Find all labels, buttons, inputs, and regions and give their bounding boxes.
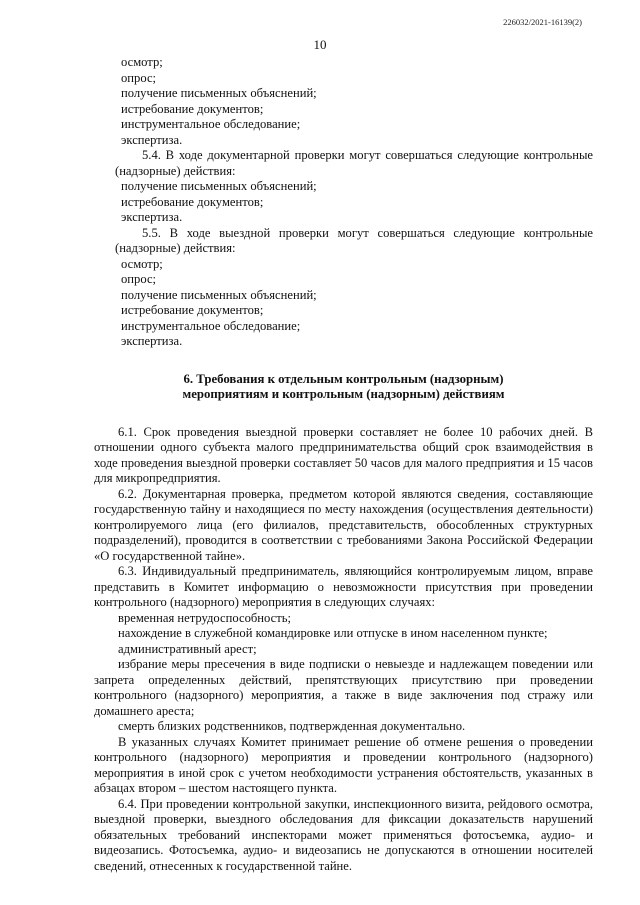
paragraph-5-4: 5.4. В ходе документарной проверки могут совершаться следующие контрольные (надзорные) действия: xyxy=(115,148,593,178)
list-item: получение письменных объяснений; xyxy=(121,287,317,302)
list-item: истребование документов; xyxy=(121,194,264,209)
list-item: истребование документов; xyxy=(121,101,264,116)
list-5-5 xyxy=(121,257,593,350)
list-item: получение письменных объяснений; xyxy=(121,86,317,100)
paragraph-6-2: 6.2. Документарная проверка, предметом которой являются сведения, составляющие государственную тайну и находящиеся по месту нахождения (осуществления деятельности) контролируемого лица (его филиалов, представительств, обособленных структурных подразделений), проводится в соответствии с требованиями Закона Российской Федерации «О государственной тайне». xyxy=(94,486,593,563)
section-6-body xyxy=(94,425,593,875)
list-item: экспертиза. xyxy=(121,334,183,348)
list-item: административный арест; xyxy=(118,641,257,656)
paragraph-5-5: 5.5. В ходе выездной проверки могут совершаться следующие контрольные (надзорные) действия: xyxy=(115,225,593,255)
list-item: инструментальное обследование; xyxy=(121,318,301,333)
document-body xyxy=(94,55,593,874)
list-item: получение письменных объяснений; xyxy=(121,179,317,193)
paragraph-6-3: 6.3. Индивидуальный предприниматель, являющийся контролируемым лицом, вправе представить в Комитет информацию о невозможности присутствия при проведении контрольного (надзорного) мероприятия в следующих случаях: xyxy=(94,564,593,609)
section-6-heading xyxy=(94,372,593,403)
list-item: смерть близких родственников, подтвержденная документально. xyxy=(118,719,466,733)
list-item: временная нетрудоспособность; xyxy=(118,610,291,625)
page-number: 10 xyxy=(313,37,327,52)
list-item: осмотр; xyxy=(121,55,163,69)
paragraph-6-1: 6.1. Срок проведения выездной проверки составляет не более 10 рабочих дней. В отношении одного субъекта малого предпринимательства общий срок взаимодействия в ходе проведения выездной проверки составляет 50 часов для малого предприятия и 15 часов для микропредприятия. xyxy=(94,424,593,485)
list-item: экспертиза. xyxy=(121,210,183,224)
list-item: осмотр; xyxy=(121,256,163,271)
section-title-line: мероприятиям и контрольным (надзорным) действиям xyxy=(182,387,505,401)
list-item: нахождение в служебной командировке или отпуске в ином населенном пункте; xyxy=(118,626,548,640)
list-item: опрос; xyxy=(121,70,157,85)
paragraph-6-3-continued: В указанных случаях Комитет принимает решение об отмене решения о проведении контрольного (надзорного) мероприятия и проведении контрольного (надзорного) мероприятия в иной срок с учетом необходимости устранения обстоятельств, указанных в абзацах втором – шестом настоящего пункта. xyxy=(94,734,593,795)
list-5-3-tail xyxy=(121,55,593,148)
list-5-4 xyxy=(121,179,593,226)
list-item: опрос; xyxy=(121,272,157,286)
paragraph-6-4: 6.4. При проведении контрольной закупки, инспекционного визита, рейдового осмотра, выездной проверки, выездного обследования для фиксации доказательств нарушений обязательных требований инспекторами может применяться фотосъемка, аудио- и видеозапись. Фотосъемка, аудио- и видеозапись не допускаются в отношении носителей сведений, отнесенных к государственной тайне. xyxy=(94,796,593,873)
list-item: инструментальное обследование; xyxy=(121,117,301,131)
document-number: 226032/2021-16139(2) xyxy=(503,17,582,27)
list-item: экспертиза. xyxy=(121,132,183,147)
list-item: истребование документов; xyxy=(121,303,264,317)
section-title-line: 6. Требования к отдельным контрольным (надзорным) xyxy=(183,371,504,386)
list-item: избрание меры пресечения в виде подписки о невыезде и надлежащем поведении или запрета определенных действий, препятствующих присутствию при проведении контрольного (надзорного) мероприятия, а также в виде заключения под стражу или домашнего ареста; xyxy=(94,657,593,718)
